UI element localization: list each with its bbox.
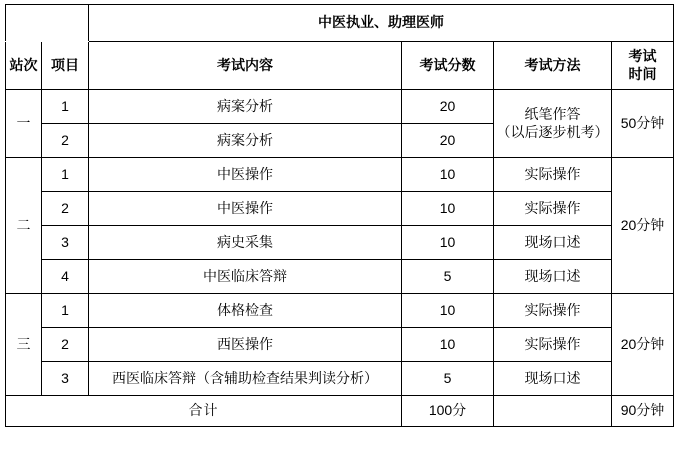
- exam-score: 10: [402, 192, 494, 226]
- exam-method-line1: 纸笔作答: [524, 106, 581, 122]
- item-number: 2: [42, 124, 89, 158]
- table-row: [6, 260, 674, 294]
- exam-content: 病案分析: [89, 124, 402, 158]
- exam-method: 实际操作: [494, 158, 612, 192]
- exam-content: 中医临床答辩: [89, 260, 402, 294]
- exam-content: 中医操作: [89, 158, 402, 192]
- total-method: [494, 396, 612, 427]
- header-score: 考试分数: [402, 42, 494, 90]
- exam-content: 病案分析: [89, 90, 402, 124]
- table-row: [6, 226, 674, 260]
- total-time: 90分钟: [612, 396, 674, 427]
- item-number: 1: [42, 90, 89, 124]
- table-row: [6, 362, 674, 396]
- header-time: [612, 42, 674, 90]
- exam-score: 10: [402, 294, 494, 328]
- exam-score: 10: [402, 158, 494, 192]
- table-row: [6, 158, 674, 192]
- item-number: 2: [42, 192, 89, 226]
- station-label: 三: [6, 294, 42, 396]
- exam-method-line2: （以后逐步机考）: [496, 123, 609, 140]
- item-number: 3: [42, 226, 89, 260]
- header-item: 项目: [42, 42, 89, 90]
- header-content: 考试内容: [89, 42, 402, 90]
- header-time-line1: 考试: [628, 48, 657, 64]
- item-number: 3: [42, 362, 89, 396]
- exam-method: 实际操作: [494, 328, 612, 362]
- total-score: 100分: [402, 396, 494, 427]
- table-row: [6, 90, 674, 124]
- exam-time: 20分钟: [612, 158, 674, 294]
- exam-score: 5: [402, 260, 494, 294]
- exam-score: 10: [402, 226, 494, 260]
- title-blank-cell: [6, 5, 89, 42]
- exam-method: 现场口述: [494, 362, 612, 396]
- table-row: [6, 328, 674, 362]
- item-number: 2: [42, 328, 89, 362]
- document-page: [0, 4, 678, 454]
- item-number: 1: [42, 158, 89, 192]
- item-number: 4: [42, 260, 89, 294]
- exam-score: 20: [402, 124, 494, 158]
- table-title-row: [6, 5, 674, 42]
- exam-content: 西医操作: [89, 328, 402, 362]
- table-title: 中医执业、助理医师: [89, 5, 674, 42]
- exam-content: 体格检查: [89, 294, 402, 328]
- exam-content: 病史采集: [89, 226, 402, 260]
- exam-score: 5: [402, 362, 494, 396]
- exam-score: 20: [402, 90, 494, 124]
- exam-time: 50分钟: [612, 90, 674, 158]
- exam-method: 实际操作: [494, 294, 612, 328]
- total-label: 合计: [6, 396, 402, 427]
- exam-method: 现场口述: [494, 226, 612, 260]
- exam-content: 中医操作: [89, 192, 402, 226]
- table-header-row: [6, 42, 674, 90]
- table-row: [6, 192, 674, 226]
- exam-score: 10: [402, 328, 494, 362]
- exam-schedule-table: [5, 4, 674, 427]
- header-method: 考试方法: [494, 42, 612, 90]
- table-total-row: [6, 396, 674, 427]
- exam-method: 现场口述: [494, 260, 612, 294]
- station-label: 一: [6, 90, 42, 158]
- exam-time: 20分钟: [612, 294, 674, 396]
- item-number: 1: [42, 294, 89, 328]
- exam-method: 实际操作: [494, 192, 612, 226]
- header-station: 站次: [6, 42, 42, 90]
- exam-method: [494, 90, 612, 158]
- station-label: 二: [6, 158, 42, 294]
- exam-content: 西医临床答辩（含辅助检查结果判读分析）: [89, 362, 402, 396]
- header-time-line2: 时间: [628, 65, 657, 82]
- table-row: [6, 294, 674, 328]
